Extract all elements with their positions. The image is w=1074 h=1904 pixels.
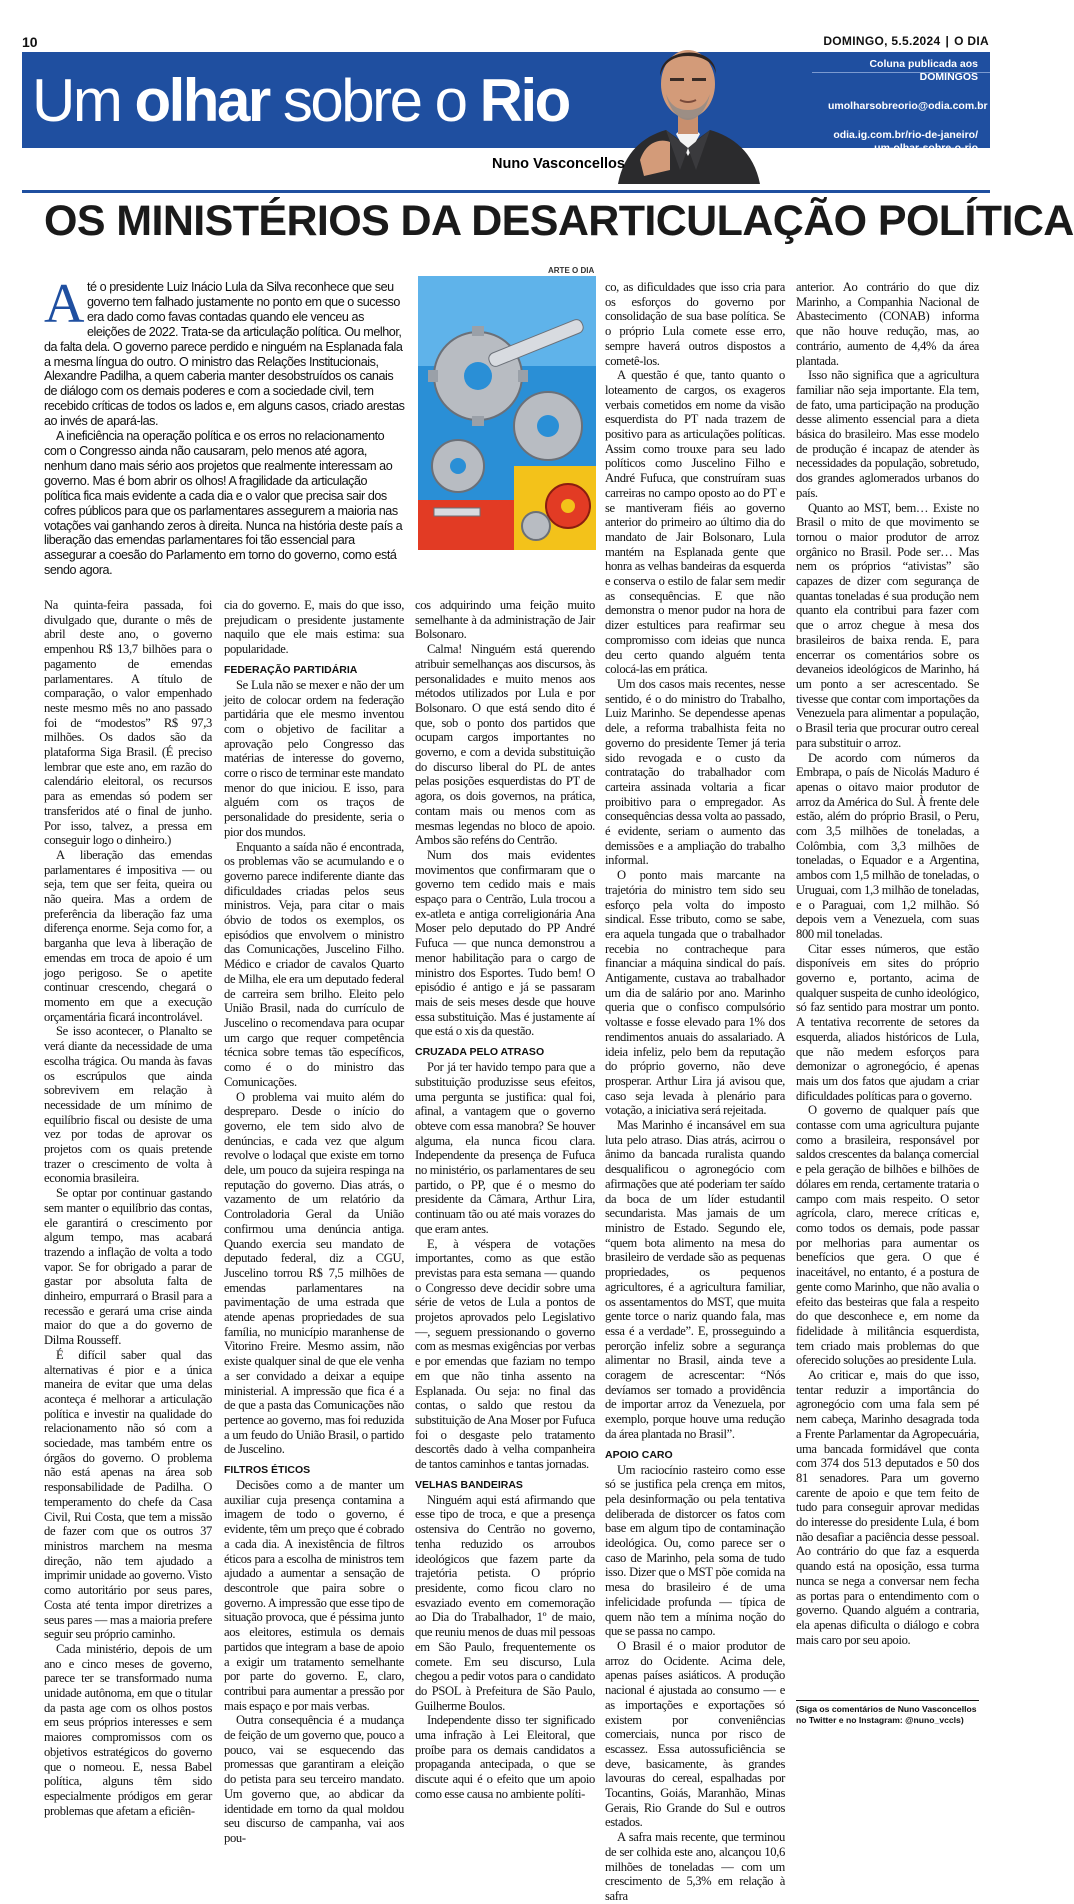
author-photo [610,30,766,184]
author-name: Nuno Vasconcellos [492,156,625,172]
issue-date [823,34,989,48]
paragraph: Enquanto a saída não é encontrada, os problemas vão se acumulando e o governo parece indiferente diante das dificuldades criadas pelos seus ministros. Veja, para citar o mais óbvio de todos os exemplos, os episódios que envolvem o ministro das Comunicações, Juscelino Filho. Médico e criador de cavalos Quarto de Milha, ele era um deputado federal de carreira sem brilho. Eleito pelo União Brasil, nada do currículo de Juscelino o recomendava para ocupar um cargo que requer competência técnica sobre temas tão específicos, como é o do ministro das Comunicações. [224,839,404,1089]
text-column-1 [44,598,212,1818]
column-info [828,58,988,155]
paragraph: Decisões como a de manter um auxiliar cuja presença contamina a imagem de todo o governo, é evidente, têm um preço que é cobrado a cada dia. A inexistência de filtros éticos para a escolha de ministros tem ajudado a aumentar a sensação de descontrole que paira sobre o governo. A impressão que esse tipo de situação provoca, que é péssima junto aos eleitores, estimula os demais partidos que integram a base de apoio a exigir um tratamento semelhante por parte do governo. E, claro, contribui para aumentar a pressão por mais espaço e por mais verbas. [224,1478,404,1713]
headline-block [22,190,1074,265]
art-credit: ARTE O DIA [548,266,595,275]
drop-cap: A [44,273,84,335]
text-column-4 [605,280,785,1903]
lead-paragraph: A ineficiência na operação política e os erros no relacionamento com o Congresso ainda não causaram, pelo menos até agora, nenhum dano mais sério aos projetos que realmente interessam ao governo. Mas é bom abrir os olhos! A fragilidade da articulação política fica mais evidente a cada dia e o valor que precisa sair dos cofres públicos para que os parlamentares assegurem a maioria nas votações vai ganhando zeros à direita. Nunca na história deste país a liberação das emendas parlamentares foi tão essencial para assegurar a coesão do Parlamento em torno do governo, como está sendo agora. [44,429,403,578]
lead-paragraph-text: té o presidente Luiz Inácio Lula da Silva reconhece que seu governo tem falhado justamente no ponto em que o sucesso era dado como favas contadas quando ele venceu as eleições de 2022. Trata-se da articulação política. Ou melhor, da falta dela. O governo parece perdido e ninguém na Esplanada fala a mesma língua do outro. O ministro das Relações Institucionais, Alexandre Padilha, a quem caberia manter desobstruídos os canais de diálogo com os demais poderes e com a sociedade civil, tem recebido críticas de todos os lados e, em alguns casos, criado arestas ao invés de apará-las. [44,280,405,429]
paragraph: Outra consequência é a mudança de feição de um governo que, pouco a pouco, vai se esquecendo das promessas que garantiram a eleição do petista para seu terceiro mandato. Um governo que, ao abdicar da identidade em torno da qual moldou seu discurso de campanha, vai aos pou- [224,1713,404,1845]
contact-rule [796,1700,979,1701]
subheading: VELHAS BANDEIRAS [415,1478,523,1491]
paragraph: Quanto ao MST, bem… Existe no Brasil o mito de que movimento se tornou o maior produtor de arroz orgânico no Brasil. Pode ser… Mas nem os próprios “ativistas” são capazes de dizer com segurança de quantas toneladas é sua produção nem quanto ela contribui para fazer com que o arroz chegue à mesa dos brasileiros de baixa renda. E, para encerrar os comentários sobre os devaneios ideológicos de Marinho, há um ponto a ser acrescentado. Se tivesse que contar com importações da Venezuela para alimentar a população, o Brasil teria que procurar outro cereal para substituir o arroz. [796,500,979,750]
column-header [22,52,990,184]
column-url-line-1: odia.ig.com.br/rio-de-janeiro/ [833,129,978,141]
subheading: FILTROS ÉTICOS [224,1464,311,1477]
text-column-3 [415,598,595,1801]
paragraph: O ponto mais marcante na trajetória do ministro tem sido seu esforço pela volta do imposto sindical. Esse tributo, como se sabe, era aquela tungada que o trabalhador recebia no contracheque para financiar a máquina sindical do país. Antigamente, custava ao trabalhador um dia de salário por ano. Marinho queria que o confisco compulsório voltasse e fosse elevado para 1% dos rendimentos anuais do assalariado. A ideia infeliz, pelo bem da reputação do próprio governo, não deve prosperar. Arthur Lira já avisou que, caso seja levada à plenário para votação, a iniciativa será rejeitada. [605,868,785,1118]
folio-line [22,34,989,50]
title-part-4: Rio [479,67,569,134]
newspaper-name: O DIA [954,34,989,48]
title-part-2: olhar [134,67,269,134]
published-note: Coluna publicada aos [869,58,978,70]
paragraph: Se isso acontecer, o Planalto se verá diante da necessidade de uma escolha trágica. Ou manda às favas os escrúpulos que ainda sobrevivem em relação à necessidade de um mínimo de equilíbrio fiscal ou desiste de uma vez por todas de aprovar os projetos com os quais pretende trazer o crescimento de volta à economia brasileira. [44,1024,212,1186]
paragraph: Independente disso ter significado uma infração à Lei Eleitoral, que proíbe para os demais candidatos a propaganda antecipada, o que se discute aqui é o efeito que um apoio como esse causa no ambiente políti- [415,1713,595,1801]
gears-illustration [418,276,596,550]
paragraph: O governo de qualquer país que contasse com uma agricultura pujante como a brasileira, responsável por saldos crescentes da balança comercial e pela geração de bilhões e bilhões de dólares em renda, certamente trataria o campo com mais respeito. O setor agrícola, claro, merece críticas e, como todos os demais, pode passar por melhorias para aumentar os benefícios que gera. O que é inaceitável, no entanto, é a postura de gente como Marinho, que não avalia o efeito das besteiras que fala a respeito do que desconhece e, em nome da fidelidade à militância esquerdista, tem criado mais problemas do que oferecido soluções ao presidente Lula. [796,1103,979,1368]
author-portrait-illustration [610,30,766,184]
paragraph: Na quinta-feira passada, foi divulgado que, durante o mês de abril deste ano, o governo empenhou R$ 13,7 bilhões para o pagamento de emendas parlamentares. A título de comparação, o valor empenhado neste mesmo mês no ano passado foi de “modestos” R$ 97,3 milhões. Os dados são da plataforma Siga Brasil. (É preciso lembrar que este ano, em razão do calendário eleitoral, os recursos para as emendas só podem ser transferidos até o final de junho. Por isso, talvez, a pressa em conseguir logo o dinheiro.) [44,598,212,848]
gears-artwork [418,276,596,550]
text-column-2 [224,598,404,1845]
paragraph: Num dos mais evidentes movimentos que confirmaram que o governo tem cedido mais e mais espaço para o Centrão, Lula trocou a ex-atleta e antiga correligionária Ana Moser pelo deputado do PP André Fufuca — que nunca demonstrou a menor habilitação para o cargo de ministro dos Esportes. Tudo bem! O episódio é antigo e já se passaram mais de seis meses desde que houve essa substituição. Mas é justamente aí que está o xis da questão. [415,847,595,1039]
article-lead [44,273,406,578]
paragraph: De acordo com números da Embrapa, o país de Nicolás Maduro é apenas o oitavo maior produtor de arroz da América do Sul. À frente dele estão, além do próprio Brasil, o Peru, com 3,5 milhões de toneladas, a Colômbia, com 3,3 milhões de toneladas, o Equador e a Argentina, ambos com 1,5 milhão de toneladas, o Uruguai, com 1,3 milhão de toneladas, e o Paraguai, com 1,2 milhão. Só depois vem a Venezuela, com suas 800 mil toneladas. [796,750,979,941]
folio-separator: | [945,34,950,48]
paragraph: Citar esses números, que estão disponíveis em sites do próprio governo e, portanto, acima de qualquer suspeita de cunho ideológico, só faz sentido para mostrar um ponto. A tentativa recorrente de setores da esquerda, aliados históricos de Lula, que não medem esforços para demonizar o agronegócio, é apenas mais um dos fatos que ajudam a criar dificuldades políticas para o governo. [796,941,979,1103]
paragraph: Se Lula não se mexer e não der um jeito de colocar ordem na federação partidária que ele mesmo inventou com o objetivo de facilitar a aprovação pelo Congresso das matérias de interesse do governo, corre o risco de terminar este mandato menor do que iniciou. E isso, para alguém com os traços de personalidade do presidente, seria o pior dos mundos. [224,677,404,839]
paragraph: Ao criticar e, mais do que isso, tentar reduzir a importância do agronegócio com uma fala sem pé nem cabeça, Marinho desagrada toda a Frente Parlamentar da Agropecuária, uma bancada formidável que conta com 374 dos 513 deputados e 50 dos 81 senadores. Para um governo carente de apoio e que tem feito de tudo para conseguir aprovar medidas do interesse do presidente Lula, é bom não desafiar a paciência desse pessoal. Ao contrário do que faz a esquerda quando está na oposição, essa turma nunca se nega a conversar nem fecha as portas para o entendimento com o governo. Quando alguém a contraria, ela apenas dificulta o diálogo e cobra mais caro por seu apoio. [796,1368,979,1647]
paragraph: Calma! Ninguém está querendo atribuir semelhanças aos discursos, às personalidades e muito menos aos métodos utilizados por Lula e por Bolsonaro. O que está sendo dito é que, sob o ponto dos partidos que ocupam cargos importantes no governo, e com a devida substituição do discurso liberal do PL de antes pelas posições esquerdistas do PT de agora, os dois governos, na prática, contam mais ou menos com as mesmas legendas no bloco de apoio. Ambos são reféns do Centrão. [415,642,595,848]
paragraph: A safra mais recente, que terminou de ser colhida este ano, alcançou 10,6 milhões de toneladas — com um crescimento de 5,3% em relação à safra [605,1830,785,1903]
paragraph: cia do governo. E, mais do que isso, prejudicam o presidente justamente naquilo que ele mais estima: sua popularidade. [224,598,404,657]
paragraph: Ninguém aqui está afirmando que esse tipo de troca, e que a presença ostensiva do Centrão no governo, tenha reduzido os arroubos ideológicos que fazem parte da trajetória petista. O próprio presidente, como ficou claro no esvaziado evento em comemoração ao Dia do Trabalhador, 1º de maio, que reuniu menos de duas mil pessoas em São Paulo, frequentemente os comete. Em seu discurso, Lula chegou a pedir votos para o candidato do PSOL à Prefeitura de São Paulo, Guilherme Boulos. [415,1492,595,1713]
column-url-line-2: um-olhar-sobre-o-rio [874,142,978,154]
paragraph: Por já ter havido tempo para que a substituição produzisse seus efeitos, uma pergunta se justifica: qual foi, afinal, a vantagem que o governo obteve com essa manobra? Se houver alguma, ela nunca ficou clara. Independente da presença de Fufuca no ministério, os parlamentares de seu partido, o PP, que é o mesmo do presidente da Câmara, Arthur Lira, continuam tão ou até mais vorazes do que eram antes. [415,1060,595,1236]
paragraph: A questão é que, tanto quanto o loteamento de cargos, os exageros verbais cometidos em nome da visão esquerdista do PT nada trazem de positivo para as articulações políticas. Assim como trouxe para seu lado políticos como Juscelino Filho e André Fufuca, que construíram suas carreiras no campo oposto ao do PT e se mantiveram fiéis ao governo anterior do primeiro ao último dia do mandato de Jair Bolsonaro, Lula mantém na Esplanada gente que honra as velhas bandeiras da esquerda e conserva o estilo de falar sem medir as consequências. E que não demonstra o menor pudor na hora de dizer estultices para reafirmar seu compromisso com ideias que nunca deu certo quando alguém tenta colocá-las em prática. [605,368,785,677]
subheading: CRUZADA PELO ATRASO [415,1046,545,1059]
social-contact-note: (Siga os comentários de Nuno Vasconcellos no Twitter e no Instagram: @nuno_vccls) [796,1704,977,1725]
subheading: FEDERAÇÃO PARTIDÁRIA [224,663,358,676]
paragraph: Mas Marinho é incansável em sua luta pelo atraso. Dias atrás, acirrou o ânimo da bancada ruralista quando desqualificou o agronegócio com afirmações que até poderiam ter saído da boca de um líder estudantil secundarista. Mas jamais de um ministro de Estado. Segundo ele, “quem bota alimento na mesa do brasileiro de verdade são as pequenas propriedades, os pequenos agricultores, é a agricultura familiar, os assentamentos do MST, que muita gente torce o nariz quando fala, mas essa é a verdade”. E, prosseguindo a perorção infeliz sobre a segurança alimentar no Brasil, ainda teve a coragem de acrescentar: “Nós devíamos ser tomado a providência de importar arroz da Venezuela, por exemplo, porque houve uma redução da área plantada no Brasil”. [605,1118,785,1441]
paragraph: Um raciocínio rasteiro como esse só se justifica pela crença em mitos, pela desinformação ou pela tentativa deliberada de distorcer os fatos com base em algum tipo de contaminação ideológica. Ou, como parece ser o caso de Marinho, pela soma de tudo isso. Dizer que o MST põe comida na mesa do brasileiro é de uma infelicidade profunda — típica de quem não tem a mínima noção do que se passa no campo. [605,1462,785,1639]
title-part-1: Um [32,67,135,134]
paragraph: anterior. Ao contrário do que diz Marinho, a Companhia Nacional de Abastecimento (CONAB) informa que não houve redução, mas, ao contrário, aumento de 4,4% da área plantada. [796,280,979,368]
page-number: 10 [22,34,38,50]
author-email: umolharsobreorio@odia.com.br [828,100,988,112]
column-title [32,66,569,136]
article-headline: OS MINISTÉRIOS DA DESARTICULAÇÃO POLÍTICA [44,197,1074,245]
paragraph: Um dos casos mais recentes, nesse sentido, é o do ministro do Trabalho, Luiz Marinho. Se dependesse apenas dele, a reforma trabalhista feita no governo do presidente Temer já teria sido revogada e o custo da contratação do trabalhador com carteira assinada voltaria a ficar proibitivo para o empregador. As consequências dessa volta ao passado, é evidente, seriam o aumento das demissões e a ampliação do trabalho informal. [605,676,785,868]
title-part-3: sobre o [268,67,480,134]
lead-paragraph [44,273,406,429]
paragraph: Se optar por continuar gastando sem manter o equilíbrio das contas, ele garantirá o crescimento por algum tempo, mas acabará trazendo a inflação de volta a todo vapor. Se for obrigado a parar de gastar por absoluta falta de dinheiro, empurrará o Brasil para a recessão e gerará uma crise ainda maior do que a do governo de Dilma Rousseff. [44,1186,212,1348]
paragraph: A liberação das emendas parlamentares é impositiva — ou seja, tem que ser feita, queira ou não queira. Mas a ordem de preferência da liberação faz uma diferença enorme. Seja como for, a barganha que leva à liberação de emendas em troca de apoio é um jogo perigoso. Se o apetite continuar crescendo, chegará o momento em que a execução orçamentária ficará incontrolável. [44,847,212,1024]
paragraph: Isso não significa que a agricultura familiar não seja importante. Ela tem, de fato, uma participação na produção desse alimento essencial para a dieta básica do brasileiro. Mas esse modelo de produção é incapaz de atender às necessidades da população, sobretudo, dos grandes aglomerados urbanos do país. [796,368,979,500]
paragraph: E, à véspera de votações importantes, como as que estão previstas para esta semana — quando o Congresso deve decidir sobre uma série de vetos de Lula a pontos de projetos aprovados pelo Legislativo —, seguem pressionando o governo com as mesmas exigências por verbas e por emendas que faziam no tempo em que não tinha assento na Esplanada. Ou seja: no final das contas, o saldo que restou da substituição de Ana Moser por Fufuca foi o desgaste pelo tratamento descortês dado à velha companheira de tantos caminhos e tantas jornadas. [415,1236,595,1472]
published-day: DOMINGOS [919,71,978,83]
subheading: APOIO CARO [605,1448,673,1461]
date-text: DOMINGO, 5.5.2024 [823,34,941,48]
paragraph: O problema vai muito além do despreparo. Desde o início do governo, ele tem sido alvo de denúncias, e cada vez que algum revolve o lodaçal que existe em torno dele, um pouco da sujeira respinga na reputação do governo. Dias atrás, o vazamento de um relatório da Controladoria Geral da União confirmou uma denúncia antiga. Quando exercia seu mandato de deputado federal, diz a CGU, Juscelino torrou R$ 7,5 milhões de emendas parlamentares na pavimentação de uma estrada que atende apenas propriedades de sua família, no município maranhense de Vitorino Freire. Mesmo assim, não existe qualquer sinal de que ele venha a ser convidado a deixar a equipe ministerial. A impressão que fica é a de que a pasta das Comunicações não pertence ao governo, mas foi reduzida a um feudo do União Brasil, o partido de Juscelino. [224,1089,404,1457]
paragraph: co, as dificuldades que isso cria para os esforços do governo por consolidação de sua base política. Se o próprio Lula comete esse erro, sempre haverá outros dispostos a cometê-los. [605,280,785,368]
paragraph: É difícil saber qual das alternativas é pior e a única maneira de evitar que uma delas aconteça é melhorar a articulação política e investir na qualidade do relacionamento não só com a sociedade, mas também entre os órgãos do governo. O problema não está apenas na área sob responsabilidade de Padilha. O temperamento do chefe da Casa Civil, Rui Costa, que tem a missão de fazer com que os outros 37 ministros marchem na mesma direção, não tem ajudado a imprimir unidade ao governo. Visto como autoritário por seus pares, Costa até tenta impor diretrizes a seus pares — mas a maioria prefere seguir seu próprio caminho. [44,1347,212,1642]
paragraph: cos adquirindo uma feição muito semelhante à da administração de Jair Bolsonaro. [415,598,595,642]
paragraph: O Brasil é o maior produtor de arroz do Ocidente. Acima dele, apenas países asiáticos. A produção nacional é ajustada ao consumo — e as importações e exportações só existem por conveniências comerciais, nunca por risco de escassez. Essa autossuficiência se deve, basicamente, às grandes lavouras do cereal, espalhadas por Tocantins, Goiás, Maranhão, Minas Gerais, Rio Grande do Sul e outros estados. [605,1638,785,1830]
paragraph: Cada ministério, depois de um ano e cinco meses de governo, parece ter se transformado numa unidade autônoma, em que o titular da pasta age com os olhos postos em seus próprios interesses e sem maiores compromissos com os objetivos estratégicos do governo que o nomeou. E, nessa Babel política, alguns têm sido especialmente pródigos em gerar problemas que afetam a eficiên- [44,1641,212,1818]
text-column-5 [796,280,979,1696]
column-url [828,129,978,155]
